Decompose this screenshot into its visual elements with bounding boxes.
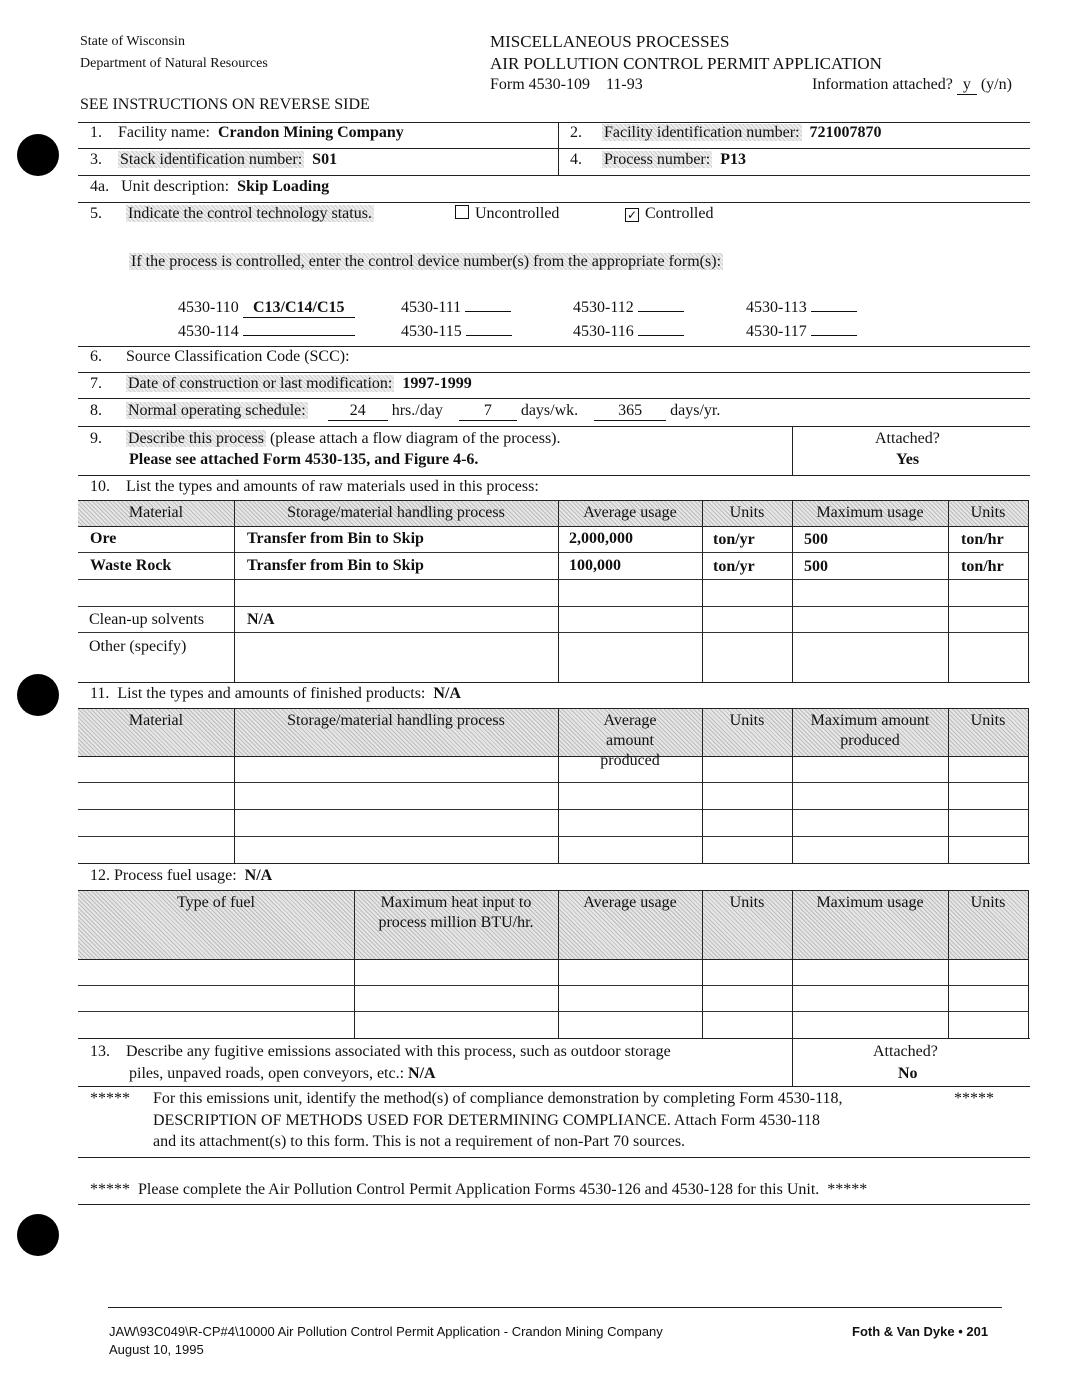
cleanup-solvents-value: N/A bbox=[247, 611, 275, 628]
finished-products-label: 11. List the types and amounts of finished products: N/A bbox=[90, 685, 461, 702]
punch-hole bbox=[17, 1214, 59, 1256]
header-average-amount: Average amount produced bbox=[600, 712, 660, 769]
header-maximum-usage: Maximum usage bbox=[816, 504, 924, 521]
header-units-max: Units bbox=[970, 894, 1006, 911]
header-storage-process: Storage/material handling process bbox=[287, 712, 505, 729]
raw-materials-label: 10. List the types and amounts of raw materials used in this process: bbox=[90, 478, 539, 495]
header-units-max: Units bbox=[970, 712, 1006, 729]
raw-row-2-units: ton/yr bbox=[713, 558, 755, 575]
construction-date-field: 7. Date of construction or last modification: 1997-1999 bbox=[90, 375, 472, 392]
raw-row-2-process: Transfer from Bin to Skip bbox=[247, 557, 424, 574]
stack-id-field: 3. Stack identification number: S01 bbox=[90, 151, 338, 168]
checkmark-icon: ✓ bbox=[626, 208, 638, 222]
fugitive-emissions-label: 13. Describe any fugitive emissions associated with this process, such as outdoor storage bbox=[90, 1043, 671, 1060]
control-form-4530-111: 4530-111 bbox=[401, 299, 511, 317]
state-name: State of Wisconsin bbox=[80, 34, 185, 49]
raw-row-2-max-units: ton/hr bbox=[961, 558, 1004, 575]
compliance-note-line2: DESCRIPTION OF METHODS USED FOR DETERMINING COMPLIANCE. Attach Form 4530-118 bbox=[153, 1112, 820, 1129]
raw-row-2-material: Waste Rock bbox=[90, 557, 172, 574]
control-device-prompt: If the process is controlled, enter the control device number(s) from the appropriate form(s): bbox=[131, 253, 722, 270]
process-fuel-label: 12. Process fuel usage: N/A bbox=[90, 867, 273, 884]
raw-row-1-material: Ore bbox=[90, 530, 117, 547]
form-number: Form 4530-109 11-93 bbox=[490, 76, 643, 93]
raw-row-2-average: 100,000 bbox=[569, 557, 621, 574]
control-form-4530-117: 4530-117 bbox=[746, 323, 857, 341]
process-attached-label: Attached? bbox=[875, 430, 940, 447]
compliance-note-line1: For this emissions unit, identify the method(s) of compliance demonstration by completing Form 4530-118, bbox=[153, 1090, 843, 1107]
controlled-checkbox[interactable]: ✓ Controlled bbox=[626, 205, 714, 222]
punch-hole bbox=[17, 134, 59, 176]
header-material: Material bbox=[128, 712, 184, 729]
raw-row-1-average: 2,000,000 bbox=[569, 530, 633, 547]
facility-name-field: 1. Facility name: Crandon Mining Company bbox=[90, 124, 404, 141]
header-units: Units bbox=[729, 504, 765, 521]
footer-page: Foth & Van Dyke • 201 bbox=[852, 1324, 989, 1339]
raw-row-1-maximum: 500 bbox=[804, 531, 828, 548]
raw-row-1-max-units: ton/hr bbox=[961, 531, 1004, 548]
control-form-4530-114: 4530-114 bbox=[178, 323, 355, 341]
information-attached: Information attached? y (y/n) bbox=[812, 76, 1012, 93]
department-name: Department of Natural Resources bbox=[80, 56, 268, 71]
fugitive-attached-label: Attached? bbox=[873, 1043, 938, 1060]
footer-path: JAW\93C049\R-CP#4\10000 Air Pollution Control Permit Application - Crandon Mining Company bbox=[109, 1324, 663, 1339]
process-description-field: 9. Describe this process (please attach a flow diagram of the process). bbox=[90, 430, 561, 447]
footer-date: August 10, 1995 bbox=[109, 1342, 204, 1357]
control-form-4530-115: 4530-115 bbox=[401, 323, 512, 341]
unit-description-field: 4a. Unit description: Skip Loading bbox=[90, 178, 330, 195]
header-type-of-fuel: Type of fuel bbox=[177, 894, 255, 911]
header-units: Units bbox=[729, 712, 765, 729]
process-number-field: 4. Process number: P13 bbox=[570, 151, 746, 168]
operating-schedule-field: 8. Normal operating schedule: 24 hrs./day 7 days/wk. 365 days/yr. bbox=[90, 402, 721, 419]
note-stars-right: ***** bbox=[954, 1090, 994, 1107]
process-description-value: Please see attached Form 4530-135, and Figure 4-6. bbox=[129, 451, 479, 468]
control-form-4530-116: 4530-116 bbox=[573, 323, 684, 341]
raw-row-1-units: ton/yr bbox=[713, 531, 755, 548]
control-status-label: 5. Indicate the control technology status. bbox=[90, 205, 372, 222]
control-form-4530-112: 4530-112 bbox=[573, 299, 684, 317]
uncontrolled-checkbox[interactable]: Uncontrolled bbox=[455, 205, 559, 223]
process-attached-value: Yes bbox=[896, 451, 920, 468]
cleanup-solvents-label: Clean-up solvents bbox=[89, 611, 205, 628]
fugitive-attached-value: No bbox=[898, 1065, 918, 1082]
raw-row-2-maximum: 500 bbox=[804, 558, 828, 575]
form-title-2: AIR POLLUTION CONTROL PERMIT APPLICATION bbox=[490, 54, 882, 73]
punch-hole bbox=[17, 674, 59, 716]
control-form-4530-110: 4530-110 C13/C14/C15 bbox=[178, 299, 355, 318]
header-units-max: Units bbox=[970, 504, 1006, 521]
see-instructions: SEE INSTRUCTIONS ON REVERSE SIDE bbox=[80, 96, 370, 113]
raw-row-1-process: Transfer from Bin to Skip bbox=[247, 530, 424, 547]
header-storage-process: Storage/material handling process bbox=[287, 504, 505, 521]
fugitive-emissions-line2: piles, unpaved roads, open conveyors, etc.: N/A bbox=[129, 1065, 436, 1082]
form-title-1: MISCELLANEOUS PROCESSES bbox=[490, 32, 730, 51]
header-average-usage: Average usage bbox=[583, 894, 677, 911]
header-maximum-usage: Maximum usage bbox=[816, 894, 924, 911]
header-maximum-amount: Maximum amount produced bbox=[810, 712, 930, 749]
other-specify-label: Other (specify) bbox=[89, 638, 187, 655]
note-stars-left: ***** bbox=[90, 1090, 130, 1107]
scc-field: 6. Source Classification Code (SCC): bbox=[90, 348, 350, 365]
compliance-note-line3: and its attachment(s) to this form. This is not a requirement of non-Part 70 sources. bbox=[153, 1133, 686, 1150]
checkbox-icon bbox=[455, 205, 469, 219]
header-units: Units bbox=[729, 894, 765, 911]
facility-id-field: 2. Facility identification number: 721007870 bbox=[570, 124, 882, 141]
header-max-heat-input: Maximum heat input to process million BTU/hr. bbox=[378, 894, 534, 931]
complete-forms-note: ***** Please complete the Air Pollution Control Permit Application Forms 4530-126 and 4530-128 for this Unit. ***** bbox=[90, 1181, 868, 1198]
header-material: Material bbox=[128, 504, 184, 521]
header-average-usage: Average usage bbox=[583, 504, 677, 521]
control-form-4530-113: 4530-113 bbox=[746, 299, 857, 317]
